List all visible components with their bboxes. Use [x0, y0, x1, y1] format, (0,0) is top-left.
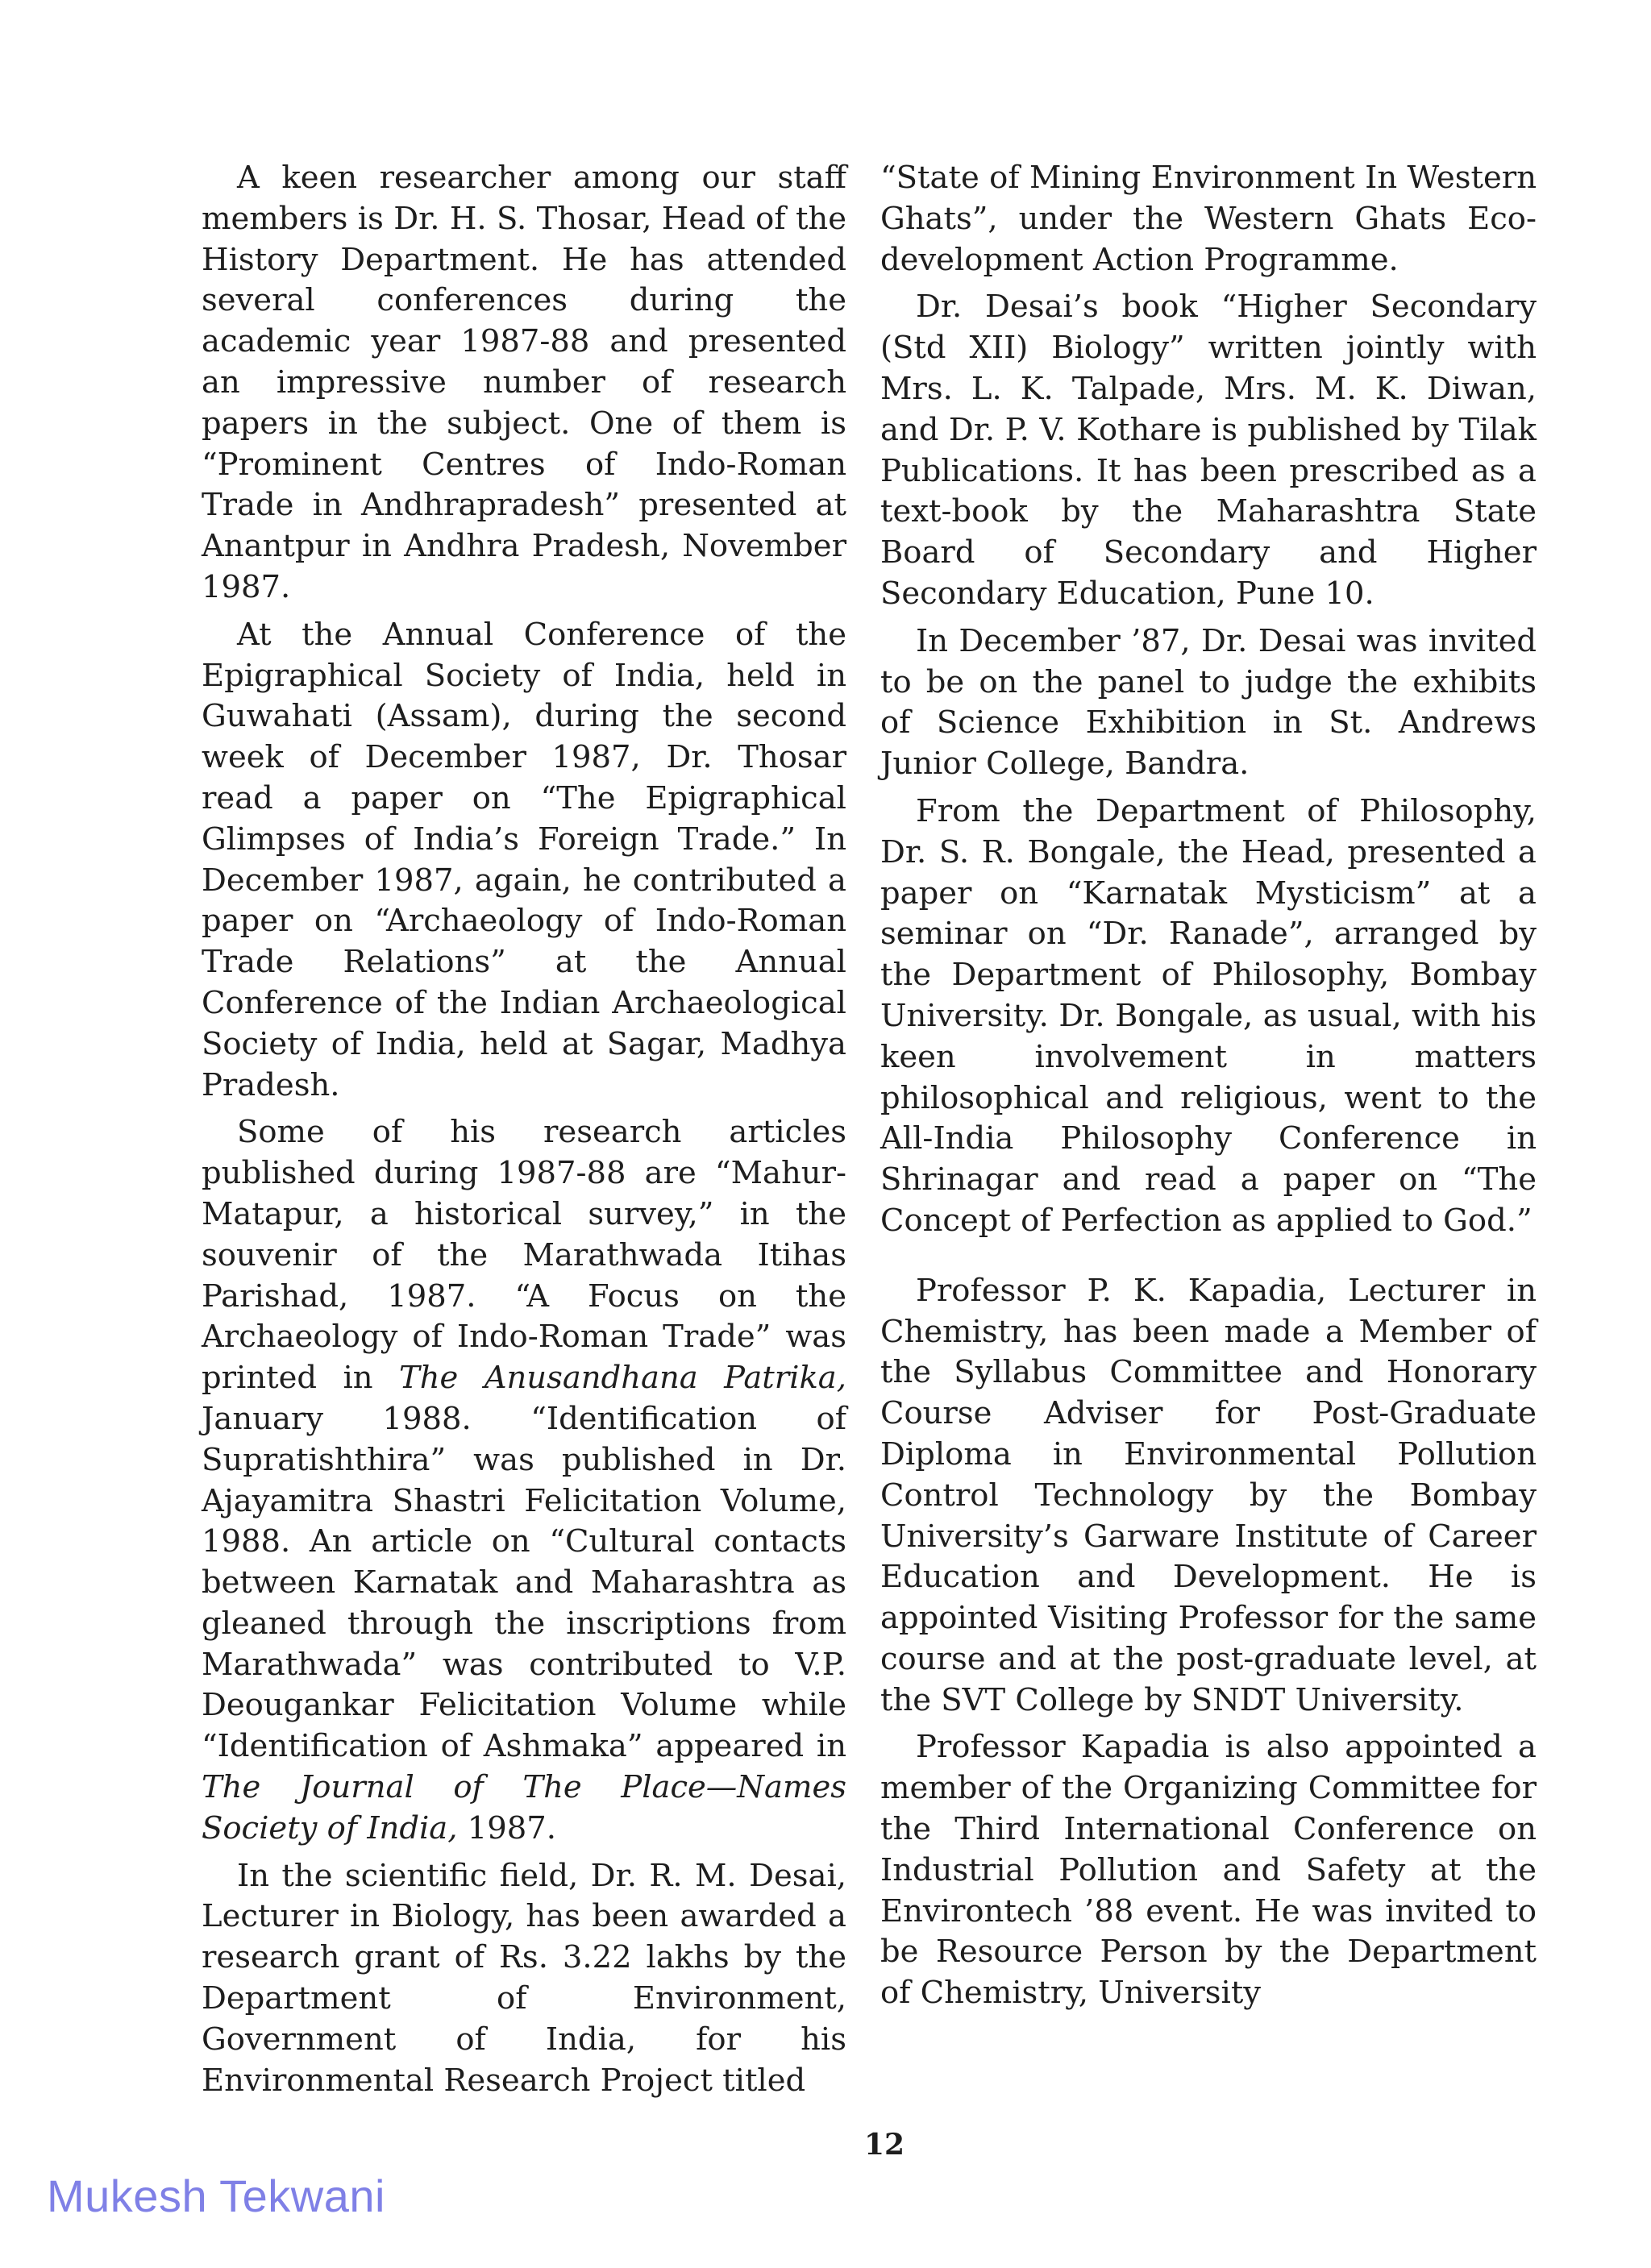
paragraph-kapadia-organizing: Professor Kapadia is also appointed a member of the Organizing Committee for the Third International Conference on Industrial Pollution and Safety at the Environtech ’88 event. He was invited to be Resource Person by the Department of Chemistry, University	[880, 1729, 1537, 2012]
paragraph-project-title-cont: “State of Mining Environment In Western Ghats”, under the Western Ghats Eco-development Action Programme.	[880, 160, 1537, 278]
paragraph-research-articles	[202, 1112, 846, 1849]
paragraph-thosar-intro: A keen researcher among our staff members is Dr. H. S. Thosar, Head of the History Department. He has attended several conferences during the academic year 1987-88 and presented an impressive number of research papers in the subject. One of them is “Prominent Centres of Indo-Roman Trade in Andhrapradesh” presented at Anantpur in Andhra Pradesh, November 1987.	[202, 160, 846, 605]
paragraph-kapadia-member: Professor P. K. Kapadia, Lecturer in Chemistry, has been made a Member of the Syllabus Committee and Honorary Course Adviser for Post-Graduate Diploma in Environmental Pollution Control Technology by the Bombay University’s Garware Institute of Career Education and Development. He is appointed Visiting Professor for the same course and at the post-graduate level, at the SVT College by SNDT University.	[880, 1272, 1537, 1718]
paragraph-epigraphical-conference: At the Annual Conference of the Epigraphical Society of India, held in Guwahati (Assam), during the second week of December 1987, Dr. Thosar read a paper on “The Epigraphical Glimpses of India’s Foreign Trade.” In December 1987, again, he contributed a paper on “Archaeology of Indo-Roman Trade Relations” at the Annual Conference of the Indian Archaeological Society of India, held at Sagar, Madhya Pradesh.	[202, 616, 846, 1103]
articles-text-c: 1987.	[457, 1809, 556, 1846]
paragraph-philosophy-department: From the Department of Philosophy, Dr. S. R. Bongale, the Head, presented a paper on “Karnatak Mysticism” at a seminar on “Dr. Ranade”, arranged by the Department of Philosophy, Bombay University. Dr. Bongale, as usual, with his keen involvement in matters philosophical and religious, went to the All-India Philosophy Conference in Shrinagar and read a paper on “The Concept of Perfection as applied to God.”	[880, 792, 1537, 1239]
articles-italic-journal: The Journal of The Place—Names Society of India,	[202, 1769, 846, 1846]
paragraph-desai-grant: In the scientific field, Dr. R. M. Desai, Lecturer in Biology, has been awarded a research grant of Rs. 3.22 lakhs by the Department of Environment, Government of India, for his Environmental Research Project titled	[202, 1857, 846, 2099]
left-column	[202, 158, 846, 2101]
articles-text-b: January 1988. “Identification of Supratishthira” was published in Dr. Ajayamitra Shastri Felicitation Volume, 1988. An article on “Cultural contacts between Karnatak and Maharashtra as gleaned through the inscriptions from Marathwada” was contributed to V.P. Deougankar Felicitation Volume while “Identification of Ashmaka” appeared in	[202, 1400, 846, 1765]
paragraph-science-exhibition: In December ’87, Dr. Desai was invited to be on the panel to judge the exhibits of Science Exhibition in St. Andrews Junior College, Bandra.	[880, 622, 1537, 783]
page-number: 12	[864, 2128, 905, 2162]
paragraph-desai-book: Dr. Desai’s book “Higher Secondary (Std XII) Biology” written jointly with Mrs. L. K. Talpade, Mrs. M. K. Diwan, and Dr. P. V. Kothare is published by Tilak Publications. It has been prescribed as a text-book by the Maharashtra State Board of Secondary and Higher Secondary Education, Pune 10.	[880, 289, 1537, 612]
articles-italic-patrika: The Anusandhana Patrika,	[399, 1360, 846, 1397]
watermark-text: Mukesh Tekwani	[47, 2170, 385, 2221]
right-column	[880, 158, 1537, 2014]
articles-text-a: Some of his research articles published during 1987-88 are “Mahur-Matapur, a historical survey,” in the souvenir of the Marathwada Itihas Parishad, 1987. “A Focus on the Archaeology of Indo-Roman Trade” was printed in	[202, 1114, 846, 1397]
